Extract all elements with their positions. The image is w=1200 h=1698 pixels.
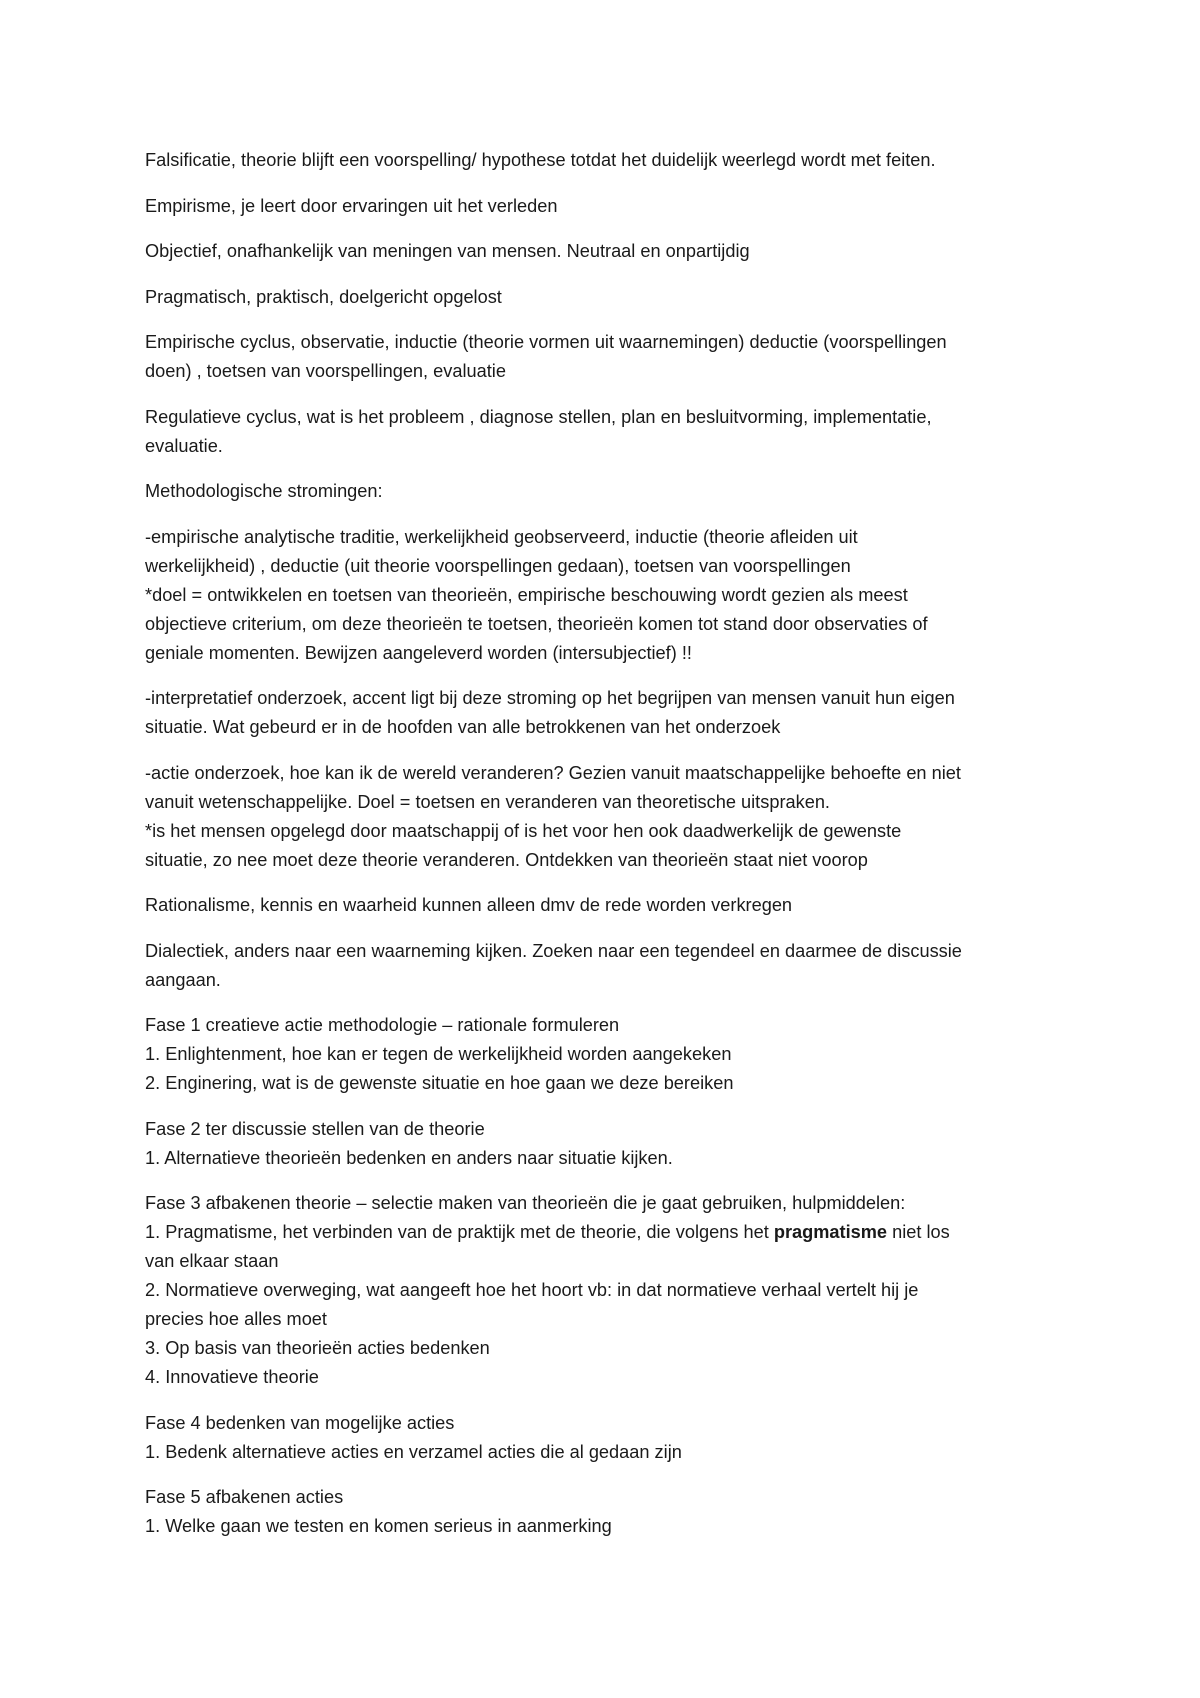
text-line: 2. Normatieve overweging, wat aangeeft hoe het hoort vb: in dat normatieve verhaal vertelt hij je	[145, 1280, 919, 1300]
text-line: *is het mensen opgelegd door maatschappij of is het voor hen ook daadwerkelijk de gewenste	[145, 820, 902, 841]
paragraph	[145, 477, 1065, 506]
paragraph	[145, 759, 1065, 875]
text-line: *doel = ontwikkelen en toetsen van theorieën, empirische beschouwing wordt gezien als meest	[145, 584, 908, 605]
text-line: Fase 2 ter discussie stellen van de theorie	[145, 1118, 485, 1139]
paragraph	[145, 328, 1065, 386]
text-line: 3. Op basis van theorieën acties bedenken	[145, 1338, 490, 1358]
text-line: Fase 1 creatieve actie methodologie – rationale formuleren	[145, 1015, 620, 1035]
text-line: Pragmatisch, praktisch, doelgericht opgelost	[145, 286, 502, 307]
text-line: Fase 4 bedenken van mogelijke acties	[145, 1412, 455, 1433]
paragraph	[145, 1115, 1065, 1173]
text-line: doen) , toetsen van voorspellingen, evaluatie	[145, 361, 506, 381]
text-line: 2. Enginering, wat is de gewenste situatie en hoe gaan we deze bereiken	[145, 1073, 734, 1093]
paragraph	[145, 146, 1065, 175]
paragraph	[145, 1189, 1065, 1392]
text-line: Fase 3 afbakenen theorie – selectie maken van theorieën die je gaat gebruiken, hulpmiddelen:	[145, 1193, 906, 1213]
text-line: Empirisme, je leert door ervaringen uit het verleden	[145, 195, 558, 216]
text-line: 1. Welke gaan we testen en komen serieus in aanmerking	[145, 1516, 612, 1536]
text-line: precies hoe alles moet	[145, 1309, 327, 1329]
text-line: Objectief, onafhankelijk van meningen van mensen. Neutraal en onpartijdig	[145, 241, 750, 261]
text-line: Regulatieve cyclus, wat is het probleem , diagnose stellen, plan en besluitvorming, implementatie,	[145, 406, 932, 427]
text-line: -empirische analytische traditie, werkelijkheid geobserveerd, inductie (theorie afleiden uit	[145, 526, 858, 547]
text-line: -interpretatief onderzoek, accent ligt bij deze stroming op het begrijpen van mensen vanuit hun eigen	[145, 688, 955, 708]
text-line	[145, 1218, 1065, 1247]
text-line: Fase 5 afbakenen acties	[145, 1487, 344, 1507]
paragraph	[145, 684, 1065, 742]
text-line: evaluatie.	[145, 435, 223, 456]
paragraph	[145, 1483, 1065, 1541]
text-line: situatie. Wat gebeurd er in de hoofden van alle betrokkenen van het onderzoek	[145, 717, 781, 737]
text-line: Rationalisme, kennis en waarheid kunnen alleen dmv de rede worden verkregen	[145, 895, 793, 915]
text-line: 1. Enlightenment, hoe kan er tegen de werkelijkheid worden aangekeken	[145, 1044, 732, 1064]
text-line: Dialectiek, anders naar een waarneming kijken. Zoeken naar een tegendeel en daarmee de discussie	[145, 940, 962, 961]
paragraph	[145, 937, 1065, 995]
bold-term: pragmatisme	[773, 1222, 888, 1242]
text-run: niet los	[887, 1222, 950, 1242]
text-line: -actie onderzoek, hoe kan ik de wereld veranderen? Gezien vanuit maatschappelijke behoefte en niet	[145, 762, 961, 783]
text-line: Empirische cyclus, observatie, inductie (theorie vormen uit waarnemingen) deductie (voorspellingen	[145, 332, 947, 352]
text-run: 1. Pragmatisme, het verbinden van de praktijk met de theorie, die volgens het	[145, 1222, 774, 1242]
text-line: werkelijkheid) , deductie (uit theorie voorspellingen gedaan), toetsen van voorspellingen	[145, 555, 851, 576]
text-line: van elkaar staan	[145, 1251, 279, 1271]
text-line: situatie, zo nee moet deze theorie veranderen. Ontdekken van theorieën staat niet voorop	[145, 849, 868, 870]
paragraph	[145, 1011, 1065, 1098]
paragraph	[145, 523, 1065, 668]
text-line: Falsificatie, theorie blijft een voorspelling/ hypothese totdat het duidelijk weerlegd wordt met feiten.	[145, 150, 936, 170]
text-line: objectieve criterium, om deze theorieën te toetsen, theorieën komen tot stand door observaties of	[145, 613, 928, 634]
text-line: geniale momenten. Bewijzen aangeleverd worden (intersubjectief) !!	[145, 642, 692, 663]
paragraph	[145, 1409, 1065, 1467]
paragraph	[145, 403, 1065, 461]
text-line: Methodologische stromingen:	[145, 481, 383, 501]
text-line: 1. Bedenk alternatieve acties en verzamel acties die al gedaan zijn	[145, 1441, 682, 1462]
paragraph	[145, 891, 1065, 920]
text-line: 1. Alternatieve theorieën bedenken en anders naar situatie kijken.	[145, 1147, 673, 1168]
text-line: aangaan.	[145, 969, 221, 990]
document-body	[145, 146, 1065, 1558]
paragraph	[145, 283, 1065, 312]
text-line: vanuit wetenschappelijke. Doel = toetsen en veranderen van theoretische uitspraken.	[145, 791, 830, 812]
paragraph	[145, 192, 1065, 221]
text-line: 4. Innovatieve theorie	[145, 1367, 319, 1387]
paragraph	[145, 237, 1065, 266]
